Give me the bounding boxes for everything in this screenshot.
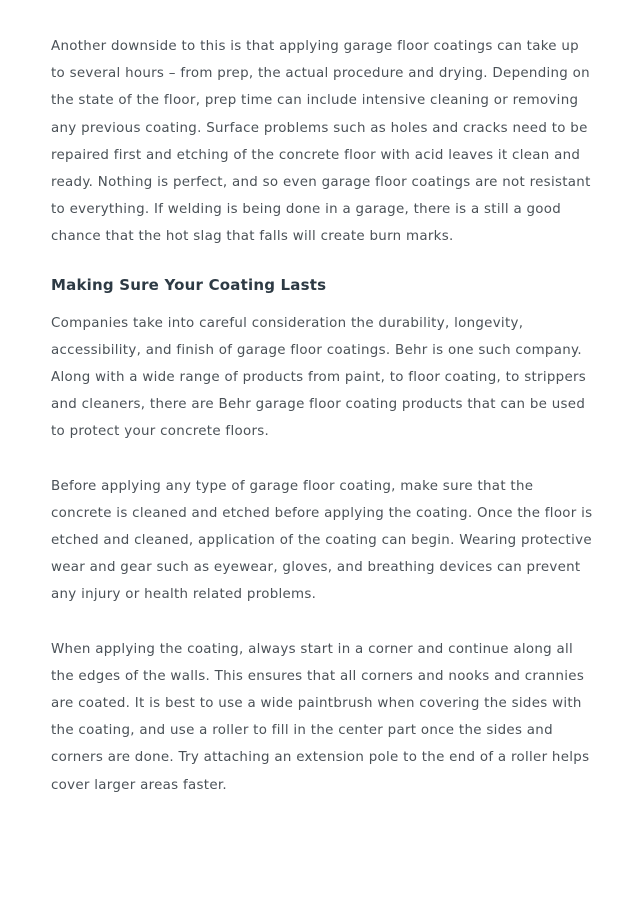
article-body	[51, 33, 596, 799]
paragraph-before-applying: Before applying any type of garage floor coating, make sure that the concrete is cleaned and etched before applying the coating. Once the floor is etched and cleaned, application of the coating can begin. Wearing protective wear and gear such as eyewear, gloves, and breathing devices can prevent any injury or health related problems.	[51, 478, 593, 603]
paragraph-companies: Companies take into careful consideration the durability, longevity, accessibility, and finish of garage floor coatings. Behr is one such company. Along with a wide range of products from paint, to floor coating, to strippers and cleaners, there are Behr garage floor coating products that can be used to protect your concrete floors.	[51, 315, 587, 440]
section-heading: Making Sure Your Coating Lasts	[51, 275, 327, 294]
intro-paragraph: Another downside to this is that applying garage floor coatings can take up to several hours – from prep, the actual procedure and drying. Depending on the state of the floor, prep time can include intensive cleaning or removing any previous coating. Surface problems such as holes and cracks need to be repaired first and etching of the concrete floor with acid leaves it clean and ready. Nothing is perfect, and so even garage floor coatings are not resistant to everything. If welding is being done in a garage, there is a still a good chance that the hot slag that falls will create burn marks.	[51, 39, 591, 245]
paragraph-spacer	[51, 446, 596, 473]
paragraph-spacer	[51, 609, 596, 636]
paragraph-when-applying: When applying the coating, always start in a corner and continue along all the edges of the walls. This ensures that all corners and nooks and crannies are coated. It is best to use a wide paintbrush when covering the sides with the coating, and use a roller to fill in the center part once the sides and corners are done. Try attaching an extension pole to the end of a roller helps cover larger areas faster.	[51, 641, 590, 793]
